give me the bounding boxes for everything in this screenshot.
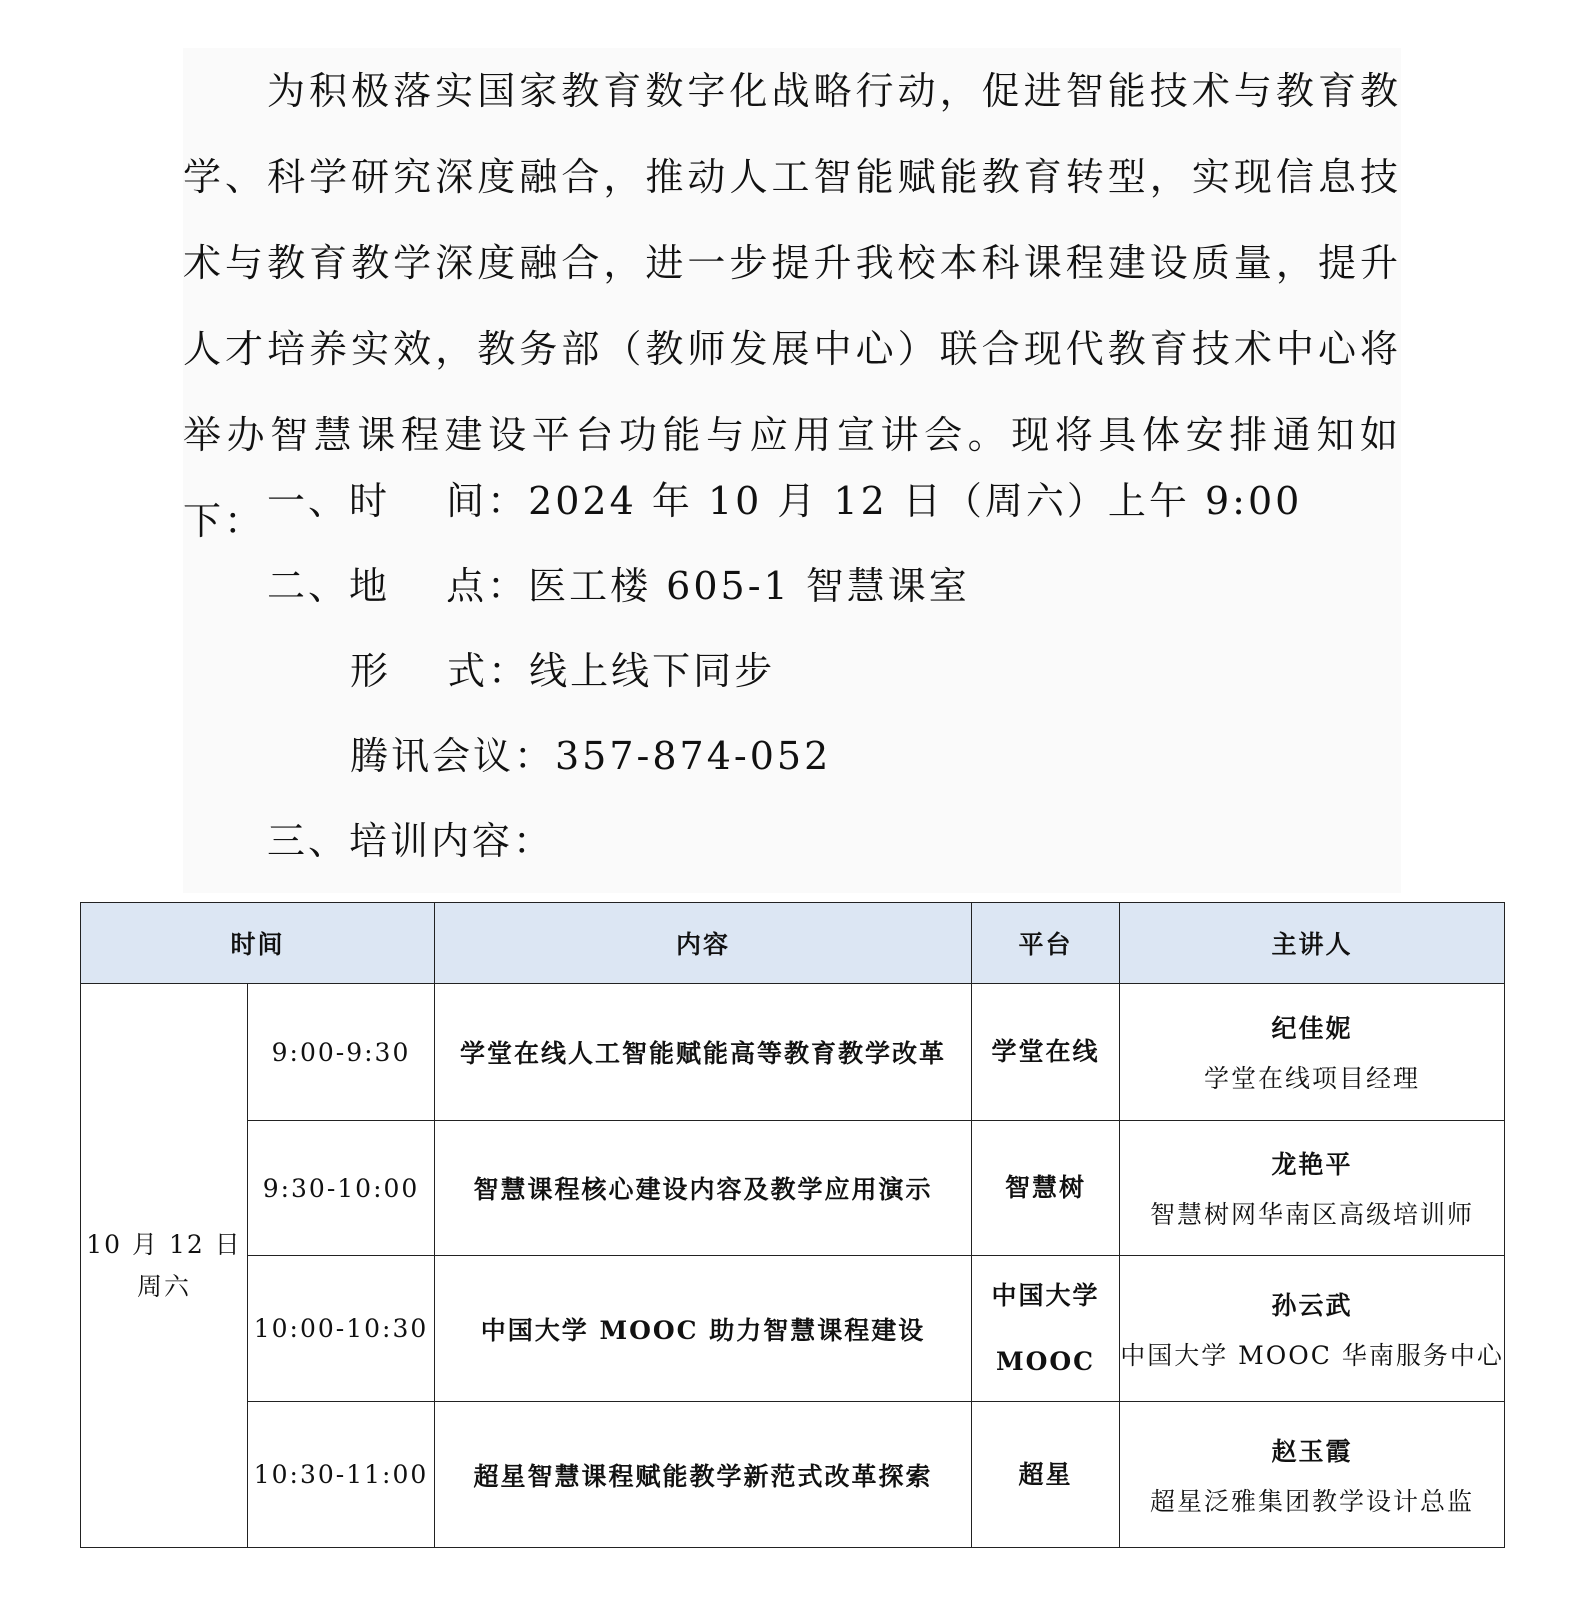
time-cell: 9:30-10:00 [248, 1121, 435, 1256]
format-line: 形 式：线上线下同步 [350, 649, 776, 693]
speaker-title: 学堂在线项目经理 [1204, 1064, 1421, 1093]
table-header-row [81, 903, 1505, 984]
platform-name: 智慧树 [1005, 1173, 1087, 1202]
speaker-name: 纪佳妮 [1271, 1014, 1353, 1043]
platform-name: 学堂在线 [991, 1037, 1100, 1066]
platform-cell [972, 984, 1120, 1121]
table-row [81, 1121, 1505, 1256]
header-speaker: 主讲人 [1120, 903, 1505, 984]
speaker-name: 孙云武 [1271, 1290, 1353, 1320]
platform-cell [972, 1402, 1120, 1548]
speaker-cell [1120, 1256, 1505, 1402]
speaker-name: 赵玉霞 [1271, 1436, 1353, 1466]
speaker-name: 龙艳平 [1271, 1150, 1353, 1179]
table-row [81, 984, 1505, 1121]
header-time: 时间 [81, 903, 435, 984]
place-line: 二、地 点：医工楼 605-1 智慧课室 [267, 564, 970, 608]
speaker-title: 智慧树网华南区高级培训师 [1150, 1200, 1475, 1229]
table-row [81, 1402, 1505, 1548]
platform-cell [972, 1121, 1120, 1256]
content-cell: 学堂在线人工智能赋能高等教育教学改革 [435, 984, 972, 1121]
time-cell: 10:30-11:00 [248, 1402, 435, 1548]
content-cell: 超星智慧课程赋能教学新范式改革探索 [435, 1402, 972, 1548]
platform-cell [972, 1256, 1120, 1402]
content-cell: 智慧课程核心建设内容及教学应用演示 [435, 1121, 972, 1256]
speaker-cell [1120, 984, 1505, 1121]
platform-name-line2: MOOC [995, 1346, 1096, 1376]
schedule-table [80, 902, 1505, 1548]
content-cell: 中国大学 MOOC 助力智慧课程建设 [435, 1256, 972, 1402]
speaker-cell [1120, 1402, 1505, 1548]
date-text: 10 月 12 日 [86, 1229, 242, 1259]
time-cell: 10:00-10:30 [248, 1256, 435, 1402]
table-row [81, 1256, 1505, 1402]
header-content: 内容 [435, 903, 972, 984]
intro-paragraph: 为积极落实国家教育数字化战略行动，促进智能技术与教育教学、科学研究深度融合，推动人工智能赋能教育转型，实现信息技术与教育教学深度融合，进一步提升我校本科课程建设质量，提升人才培养实效，教务部（教师发展中心）联合现代教育技术中心将举办智慧课程建设平台功能与应用宣讲会。现将具体安排通知如下： [183, 69, 1401, 543]
time-cell: 9:00-9:30 [248, 984, 435, 1121]
speaker-title: 超星泛雅集团教学设计总监 [1150, 1486, 1475, 1516]
time-line: 一、时 间：2024 年 10 月 12 日（周六）上午 9:00 [267, 479, 1303, 523]
platform-name: 中国大学 [991, 1280, 1100, 1310]
header-platform: 平台 [972, 903, 1120, 984]
weekday-text: 周六 [136, 1271, 191, 1301]
platform-name: 超星 [1018, 1459, 1073, 1489]
meeting-line: 腾讯会议：357-874-052 [350, 734, 832, 778]
content-heading: 三、培训内容： [267, 819, 555, 863]
speaker-cell [1120, 1121, 1505, 1256]
date-cell [81, 984, 248, 1548]
speaker-title: 中国大学 MOOC 华南服务中心 [1120, 1340, 1504, 1370]
